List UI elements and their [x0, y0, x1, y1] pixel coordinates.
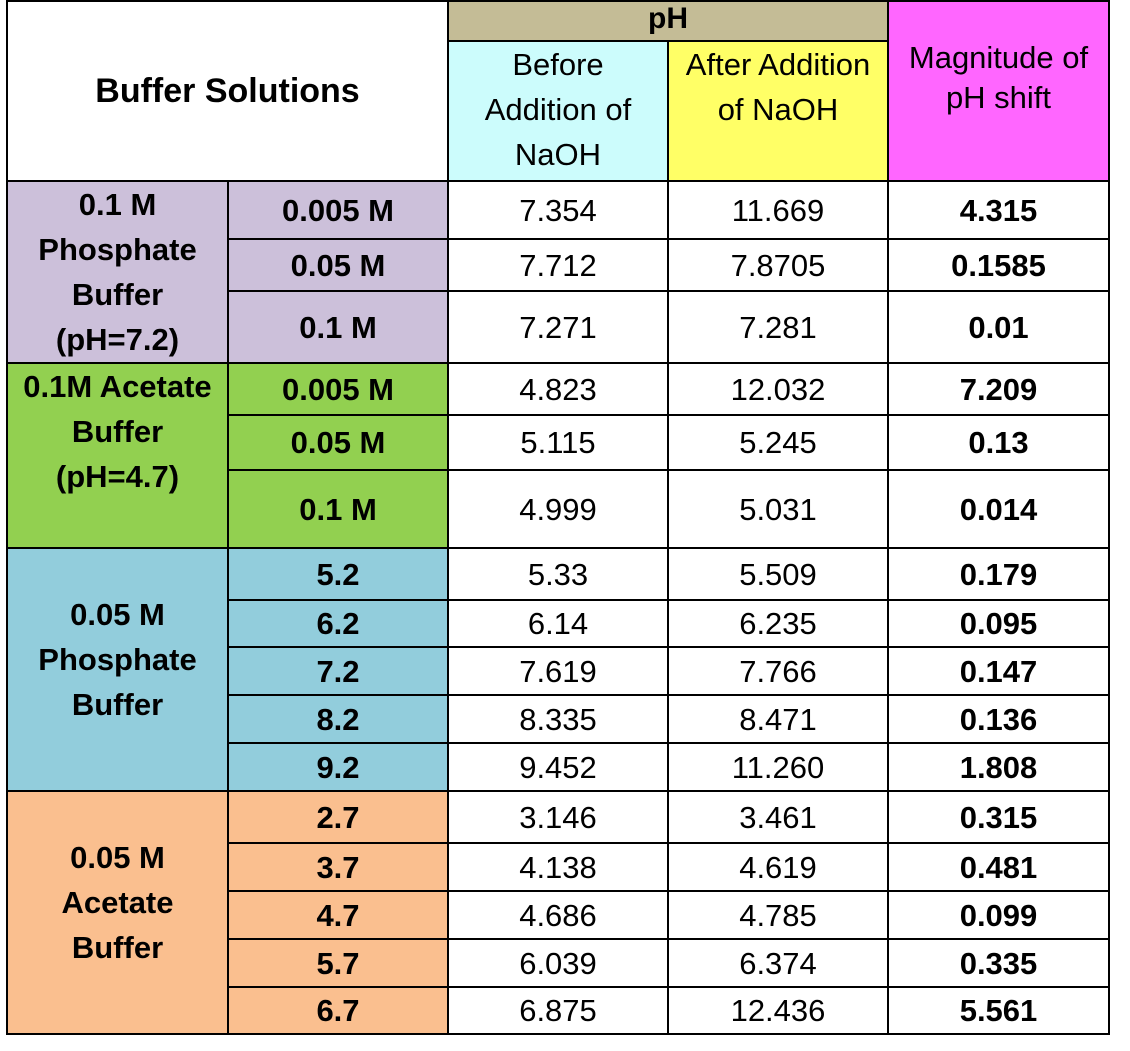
shift-value: 0.481	[888, 843, 1109, 891]
before-value: 4.686	[448, 891, 668, 939]
before-value: 5.33	[448, 548, 668, 600]
shift-value: 4.315	[888, 181, 1109, 239]
before-value: 4.138	[448, 843, 668, 891]
sub-ph: 2.7	[228, 791, 448, 843]
group-label-phosphate-0-1m: 0.1 M Phosphate Buffer (pH=7.2)	[7, 181, 228, 363]
after-value: 3.461	[668, 791, 888, 843]
after-value: 12.032	[668, 363, 888, 415]
shift-value: 1.808	[888, 743, 1109, 791]
before-value: 6.14	[448, 600, 668, 647]
after-value: 7.8705	[668, 239, 888, 291]
after-value: 5.031	[668, 470, 888, 548]
shift-value: 0.095	[888, 600, 1109, 647]
after-value: 12.436	[668, 987, 888, 1034]
after-value: 7.281	[668, 291, 888, 363]
sub-ph: 5.2	[228, 548, 448, 600]
after-value: 11.669	[668, 181, 888, 239]
buffer-ph-table	[6, 0, 1110, 1035]
before-value: 6.875	[448, 987, 668, 1034]
group-label-acetate-0-1m: 0.1M Acetate Buffer (pH=4.7)	[7, 363, 228, 548]
before-value: 7.354	[448, 181, 668, 239]
after-value: 6.235	[668, 600, 888, 647]
sub-concentration: 0.005 M	[228, 363, 448, 415]
after-value: 4.619	[668, 843, 888, 891]
shift-value: 0.01	[888, 291, 1109, 363]
before-value: 7.619	[448, 647, 668, 695]
shift-value: 0.335	[888, 939, 1109, 987]
after-value: 4.785	[668, 891, 888, 939]
sub-concentration: 0.005 M	[228, 181, 448, 239]
ph-group-header: pH	[448, 1, 888, 41]
before-value: 5.115	[448, 415, 668, 470]
sub-concentration: 0.05 M	[228, 239, 448, 291]
after-value: 7.766	[668, 647, 888, 695]
sub-ph: 8.2	[228, 695, 448, 743]
after-addition-header: After Addition of NaOH	[668, 41, 888, 181]
before-value: 4.823	[448, 363, 668, 415]
after-value: 6.374	[668, 939, 888, 987]
sub-ph: 9.2	[228, 743, 448, 791]
sub-concentration: 0.05 M	[228, 415, 448, 470]
before-addition-header: Before Addition of NaOH	[448, 41, 668, 181]
magnitude-header: Magnitude of pH shift	[888, 1, 1109, 181]
before-value: 3.146	[448, 791, 668, 843]
sub-ph: 3.7	[228, 843, 448, 891]
sub-ph: 6.2	[228, 600, 448, 647]
shift-value: 0.179	[888, 548, 1109, 600]
after-value: 8.471	[668, 695, 888, 743]
sub-concentration: 0.1 M	[228, 291, 448, 363]
before-value: 9.452	[448, 743, 668, 791]
shift-value: 5.561	[888, 987, 1109, 1034]
after-value: 5.245	[668, 415, 888, 470]
shift-value: 0.147	[888, 647, 1109, 695]
shift-value: 0.13	[888, 415, 1109, 470]
buffer-solutions-header: Buffer Solutions	[7, 1, 448, 181]
sub-ph: 6.7	[228, 987, 448, 1034]
before-value: 4.999	[448, 470, 668, 548]
sub-ph: 5.7	[228, 939, 448, 987]
shift-value: 0.315	[888, 791, 1109, 843]
after-value: 5.509	[668, 548, 888, 600]
shift-value: 7.209	[888, 363, 1109, 415]
shift-value: 0.099	[888, 891, 1109, 939]
shift-value: 0.136	[888, 695, 1109, 743]
after-value: 11.260	[668, 743, 888, 791]
group-label-acetate-0-05m: 0.05 M Acetate Buffer	[7, 791, 228, 1034]
shift-value: 0.014	[888, 470, 1109, 548]
shift-value: 0.1585	[888, 239, 1109, 291]
group-label-phosphate-0-05m: 0.05 M Phosphate Buffer	[7, 548, 228, 791]
before-value: 8.335	[448, 695, 668, 743]
before-value: 7.271	[448, 291, 668, 363]
sub-ph: 4.7	[228, 891, 448, 939]
before-value: 6.039	[448, 939, 668, 987]
sub-concentration: 0.1 M	[228, 470, 448, 548]
sub-ph: 7.2	[228, 647, 448, 695]
before-value: 7.712	[448, 239, 668, 291]
